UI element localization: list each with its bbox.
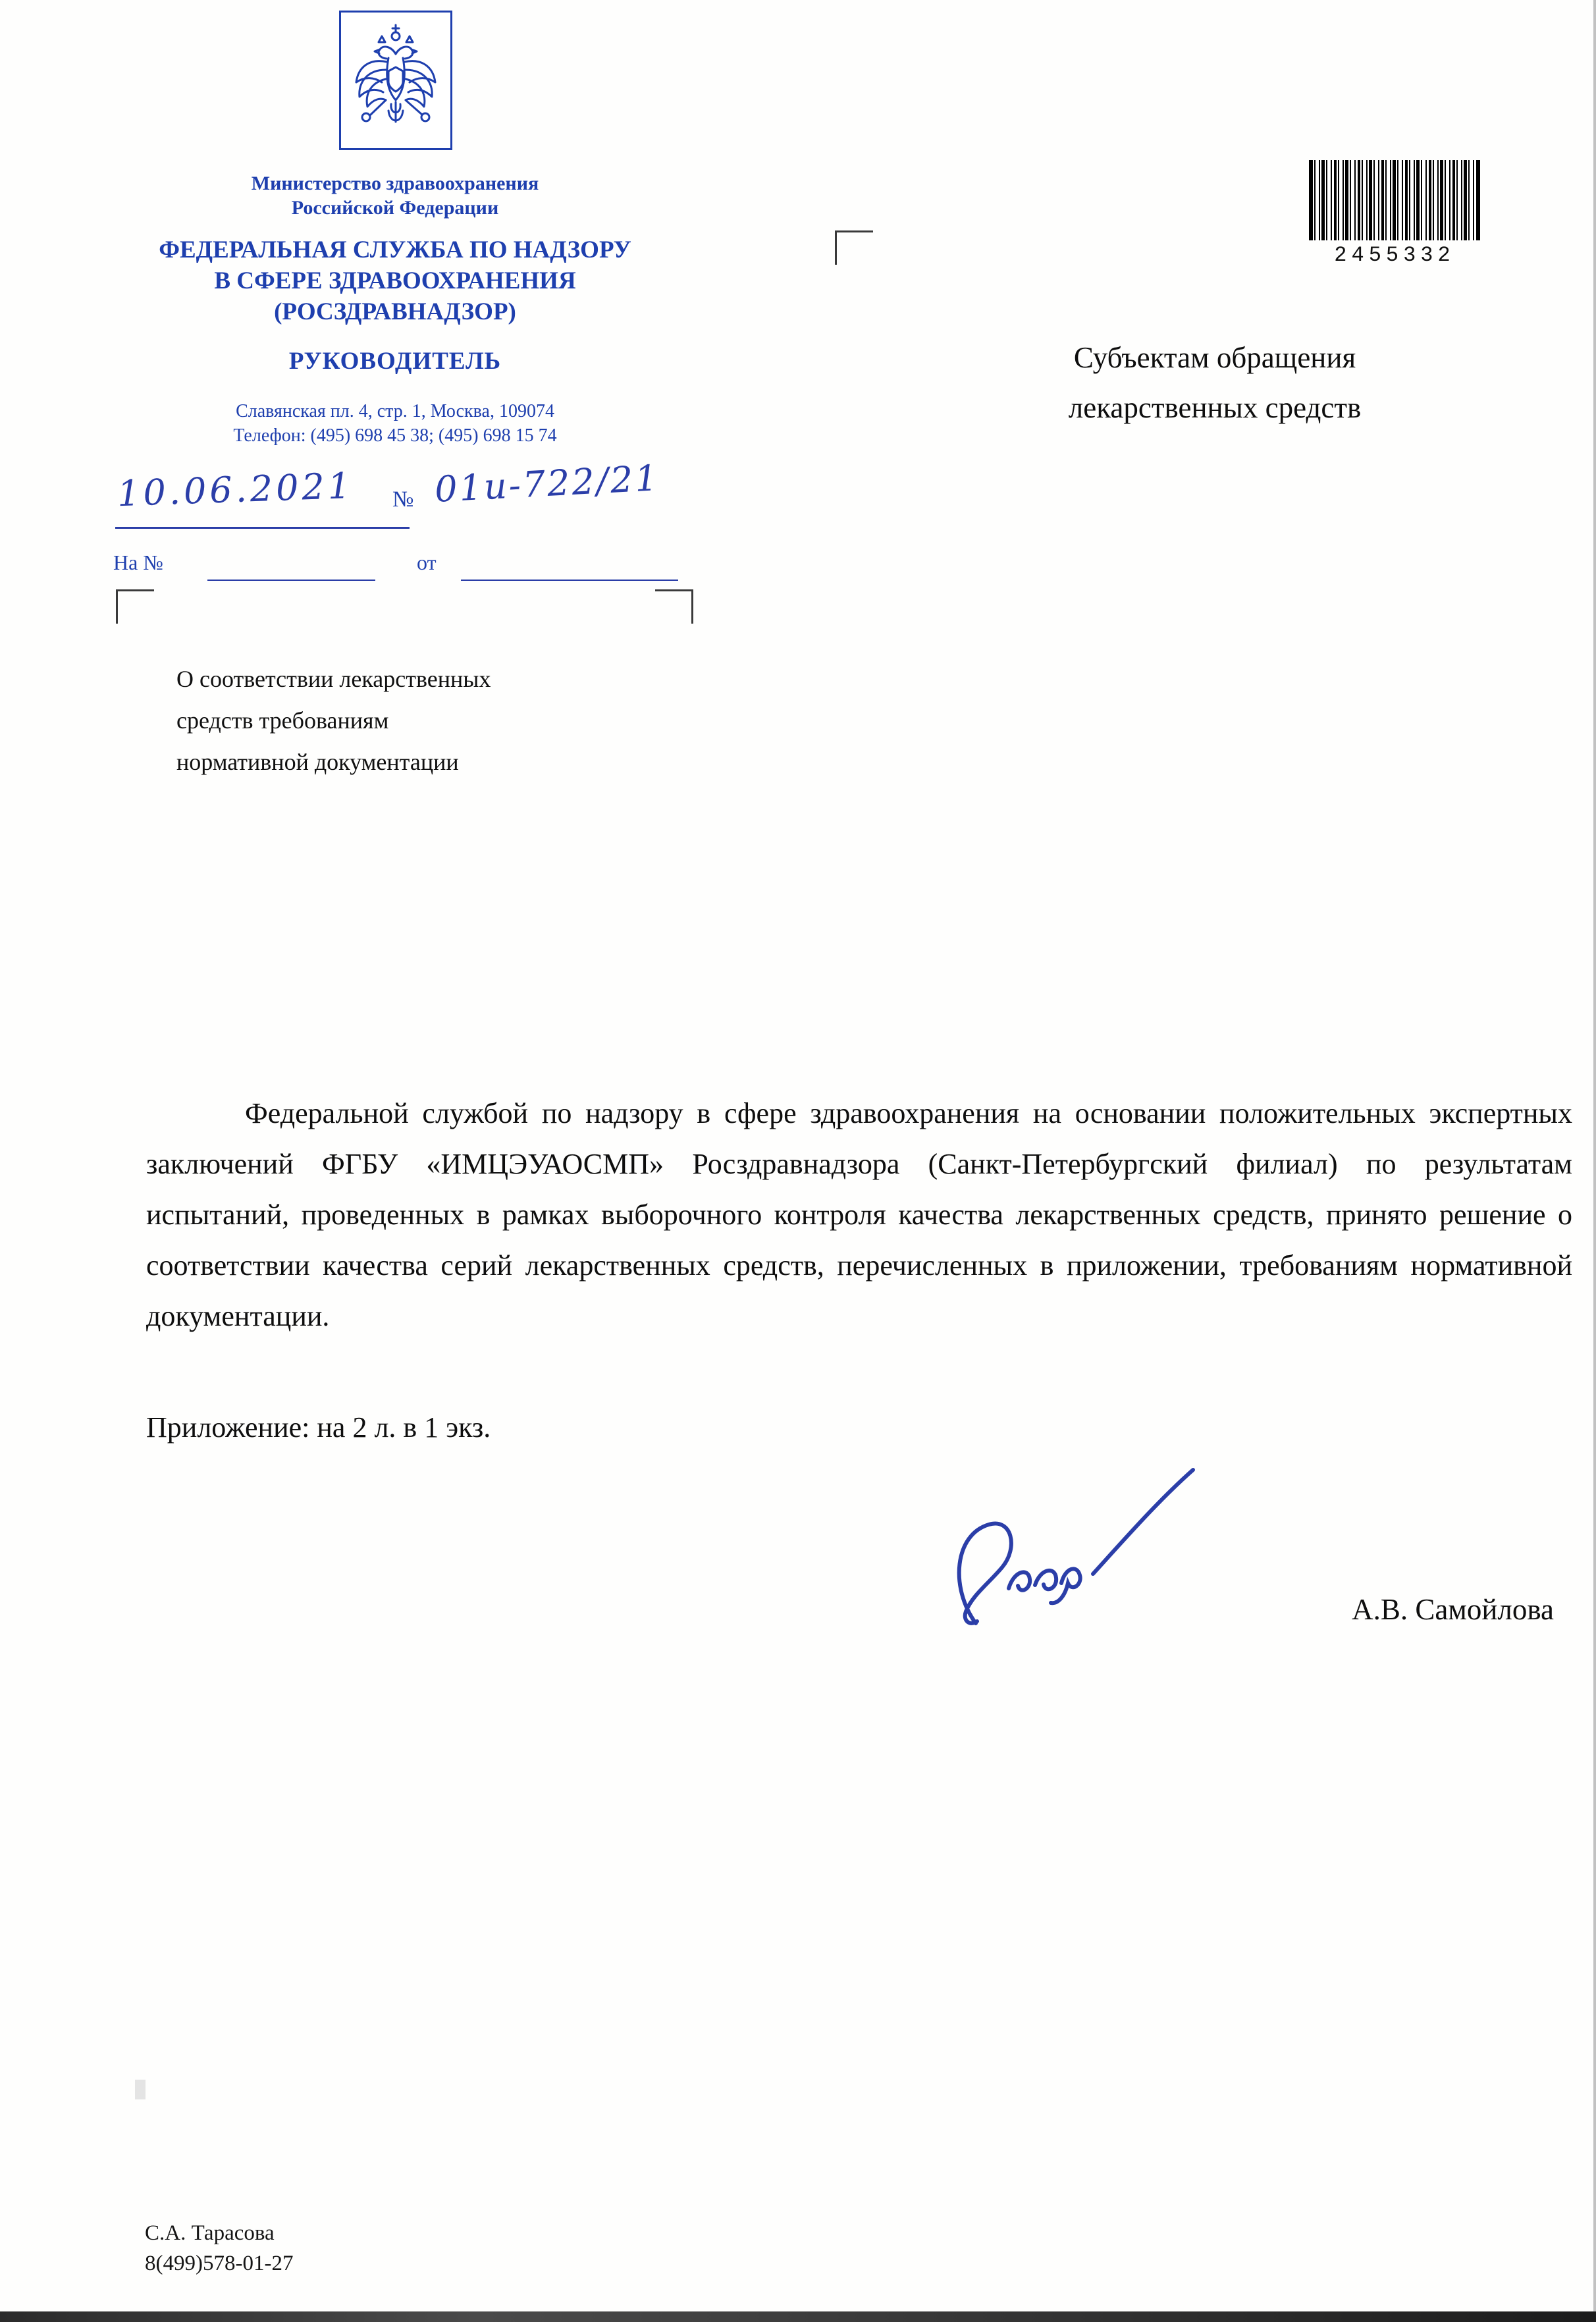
incoming-from-label: от xyxy=(417,551,437,574)
double-eagle-icon xyxy=(346,20,445,142)
service-name-line1: ФЕДЕРАЛЬНАЯ СЛУЖБА ПО НАДЗОРУ xyxy=(159,236,631,263)
org-contacts xyxy=(92,399,698,448)
letter-date-handwritten: 10.06.2021 xyxy=(117,464,355,515)
subject-corner-mark-right xyxy=(655,589,693,624)
scan-edge-right xyxy=(1593,0,1596,2322)
coat-of-arms-frame xyxy=(339,11,452,150)
signature-ink-icon xyxy=(935,1436,1218,1640)
attachment-note: Приложение: на 2 л. в 1 экз. xyxy=(146,1411,491,1444)
barcode-number: 2455332 xyxy=(1334,243,1455,267)
barcode xyxy=(1309,160,1480,267)
subject-line3: нормативной документации xyxy=(176,749,459,775)
executor-block xyxy=(145,2218,293,2279)
org-phone: Телефон: (495) 698 45 38; (495) 698 15 74 xyxy=(233,425,557,446)
letterhead xyxy=(92,171,698,448)
addressee-line2: лекарственных средств xyxy=(1068,391,1362,424)
org-address: Славянская пл. 4, стр. 1, Москва, 109074 xyxy=(236,401,554,421)
service-name-line2: В СФЕРЕ ЗДРАВООХРАНЕНИЯ xyxy=(214,267,576,294)
subject-line1: О соответствии лекарственных xyxy=(176,666,491,692)
scan-edge-bottom xyxy=(0,2311,1596,2322)
number-sign: № xyxy=(392,487,414,512)
barcode-stripes-icon xyxy=(1309,160,1480,240)
body-paragraph: Федеральной службой по надзору в сфере здравоохранения на основании положительных экспертных заключений ФГБУ «ИМЦЭУАОСМП» Росздравнадзора (Санкт-Петербургский филиал) по результатам испытаний, проведенных в рамках выборочного контроля качества лекарственных средств, принято решение о соответствии качества серий лекарственных средств, перечисленных в приложении, требованиям нормативной документации. xyxy=(146,1097,1572,1332)
service-name-line3: (РОСЗДРАВНАДЗОР) xyxy=(274,298,516,325)
addressee-block xyxy=(1004,333,1425,433)
signer-name: А.В. Самойлова xyxy=(1352,1593,1554,1626)
scan-artifact xyxy=(135,2080,146,2099)
addressee-line1: Субъектам обращения xyxy=(1073,341,1356,374)
letter-number-handwritten: 01и-722/21 xyxy=(433,457,661,510)
incoming-number-line xyxy=(207,580,375,581)
position-title: РУКОВОДИТЕЛЬ xyxy=(288,348,502,375)
subject-corner-mark-left xyxy=(116,589,154,624)
subject-line2: средств требованиям xyxy=(176,707,389,734)
signature-scribble xyxy=(935,1436,1218,1643)
ministry-name-line1: Министерство здравоохранения xyxy=(251,173,539,194)
incoming-number-label: На № xyxy=(113,551,163,574)
executor-phone: 8(499)578-01-27 xyxy=(145,2252,294,2275)
addressee-corner-mark xyxy=(835,230,873,265)
service-name xyxy=(92,234,698,327)
ministry-name-line2: Российской Федерации xyxy=(291,197,499,219)
executor-name: С.А. Тарасова xyxy=(145,2221,275,2245)
reference-underline xyxy=(115,527,410,529)
incoming-from-line xyxy=(461,580,678,581)
subject-block xyxy=(176,659,491,783)
